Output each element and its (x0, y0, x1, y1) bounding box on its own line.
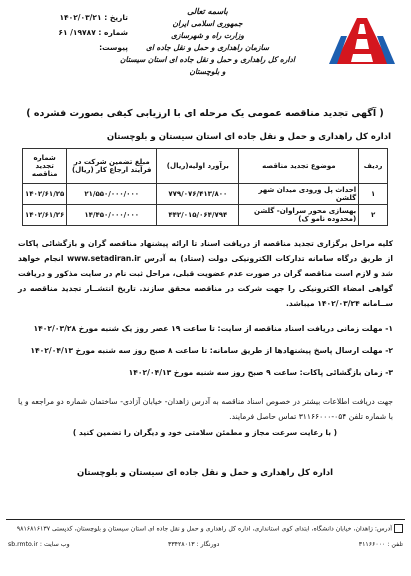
attachment-label: پیوست: (99, 43, 128, 52)
cell-tender-number: ۱۴۰۲/۶۱/۲۶ (23, 205, 67, 226)
cell-row-number: ۲ (359, 205, 388, 226)
col-header-guarantee: مبلغ تضمین شرکت در فرآیند ارجاع کار (ریال) (67, 149, 157, 184)
cell-guarantee: ۲۱/۵۵۰/۰۰۰/۰۰۰ (67, 184, 157, 205)
footer-address (8, 524, 403, 535)
contact-info-paragraph: جهت دریافت اطلاعات بیشتر در خصوص اسناد مناقصه به آدرس زاهدان- خیابان آزادی- ساختمان شماره دو مراجعه و یا با شماره تلفن ۰۵۴-۳۱۱۶۶۰۰۰ تماس حاصل فرمایند. (18, 397, 393, 421)
signature-block: اداره کل راهداری و حمل و نقل جاده ای سیستان و بلوچستان (76, 468, 334, 478)
letterhead-line-3: سازمان راهداری و حمل و نقل جاده ای (145, 43, 270, 52)
safety-note: ( با رعایت سرعت مجاز و مطمئن سلامتی خود و دیگران را تضمین کنید ) (72, 428, 338, 437)
procedure-paragraph (18, 236, 393, 311)
letterhead-line-1: جمهوری اسلامی ایران (172, 19, 243, 28)
col-header-subject: موضوع تجدید مناقصه (239, 149, 359, 184)
footer-divider (6, 519, 405, 520)
table-header-row (23, 149, 388, 184)
date-label: تاریخ : (104, 13, 128, 22)
bismillah: باسمه تعالی (187, 7, 228, 16)
col-header-row-number: ردیف (359, 149, 388, 184)
tender-table (22, 148, 388, 226)
cell-guarantee: ۱۴/۴۵۰/۰۰۰/۰۰۰ (67, 205, 157, 226)
footer-address-text: آدرس: زاهدان، خیابان دانشگاه، ابتدای کوی استانداری، اداره کل راهداری و حمل و نقل جاده ای استان سیستان و بلوچستان، کدپستی ۹۸۱۶۸۱۶۱۳۷ (16, 525, 392, 533)
cell-tender-number: ۱۴۰۲/۶۱/۲۵ (23, 184, 67, 205)
col-header-tender-number: شماره تجدید مناقصه (23, 149, 67, 184)
footer-fax: دورنگار : ۳۳۴۲۸۰۱۳ (168, 541, 220, 548)
deadline-item: ۲- مهلت ارسال پاسخ پیشنهادها از طریق سامانه: تا ساعت ۸ صبح روز سه شنبه مورخ ۱۴۰۲/۰۴/۱۳ (30, 346, 393, 355)
cell-estimate: ۷۷۹/۰۷۶/۴۱۳/۸۰۰ (157, 184, 239, 205)
number-label: شماره : (98, 28, 128, 37)
table-row (23, 205, 388, 226)
publish-date-text: تاریخ انتشــار تجدید مناقصه در ســامانه ۱۴۰۲/۰۳/۲۴ میباشد. (18, 284, 393, 308)
letterhead-line-4: اداره کل راهداری و حمل و نقل جاده ای استان سیستان و بلوچستان (120, 55, 295, 76)
deadline-item: ۱- مهلت زمانی دریافت اسناد مناقصه از سایت: تا ساعت ۱۹ عصر روز یک شنبه مورخ ۱۴۰۲/۰۳/۲۸ (33, 324, 393, 333)
letterhead (120, 6, 295, 78)
address-icon (394, 524, 403, 533)
cell-estimate: ۴۴۲/۰۱۵/۰۶۴/۷۹۴ (157, 205, 239, 226)
deadline-item: ۳- زمان بازگشائی پاکات: ساعت ۹ صبح روز سه شنبه مورخ ۱۴۰۲/۰۴/۱۳ (128, 368, 393, 377)
deadline-list (18, 318, 393, 384)
col-header-estimate: برآورد اولیه(ریال) (157, 149, 239, 184)
date-row (8, 10, 128, 25)
attachment-row (8, 40, 128, 55)
number-row (8, 25, 128, 40)
announcement-title: ( آگهی تجدید مناقصه عمومی یک مرحله ای با ارزیابی کیفی بصورت فشرده ) (26, 108, 384, 119)
footer-phone: تلفن : ۳۱۱۶۶۰۰۰ (358, 541, 403, 548)
cell-subject: احداث پل ورودی میدان شهر گلشن (239, 184, 359, 205)
cell-row-number: ۱ (359, 184, 388, 205)
table-row (23, 184, 388, 205)
procedure-text: کلیه مراحل برگزاری تجدید مناقصه از دریافت اسناد تا ارائه پیشنهاد مناقصه گران و بازگشائی پاکات از طریق درگاه سامانه تدارکات الکترونیکی دولت (ستاد) به آدرس www.setadiran.ir انجام خواهد شد و لازم است مناقصه گران در صورت عدم عضویت قبلی، مراحل ثبت نام در سایت مذکور و دریافت گواهی امضاء الکترونیکی را جهت شرکت در مناقصه محقق سازند. (18, 239, 393, 293)
cell-subject: بهسازی محور سراوان- گلشن (محدوده نامو ک) (239, 205, 359, 226)
department-name: اداره کل راهداری و حمل و نقل جاده ای استان سیستان و بلوچستان (106, 132, 391, 142)
date-value: ۱۴۰۲/۰۳/۲۱ (59, 13, 102, 22)
number-value: ۱۹۷۸۷/ ۶۱ (58, 28, 96, 37)
footer-website[interactable]: وب سایت : sb.rmto.ir (8, 541, 70, 548)
letterhead-line-2: وزارت راه و شهرسازی (170, 31, 245, 40)
road-organization-logo-icon (327, 14, 397, 66)
letter-meta (8, 10, 128, 55)
